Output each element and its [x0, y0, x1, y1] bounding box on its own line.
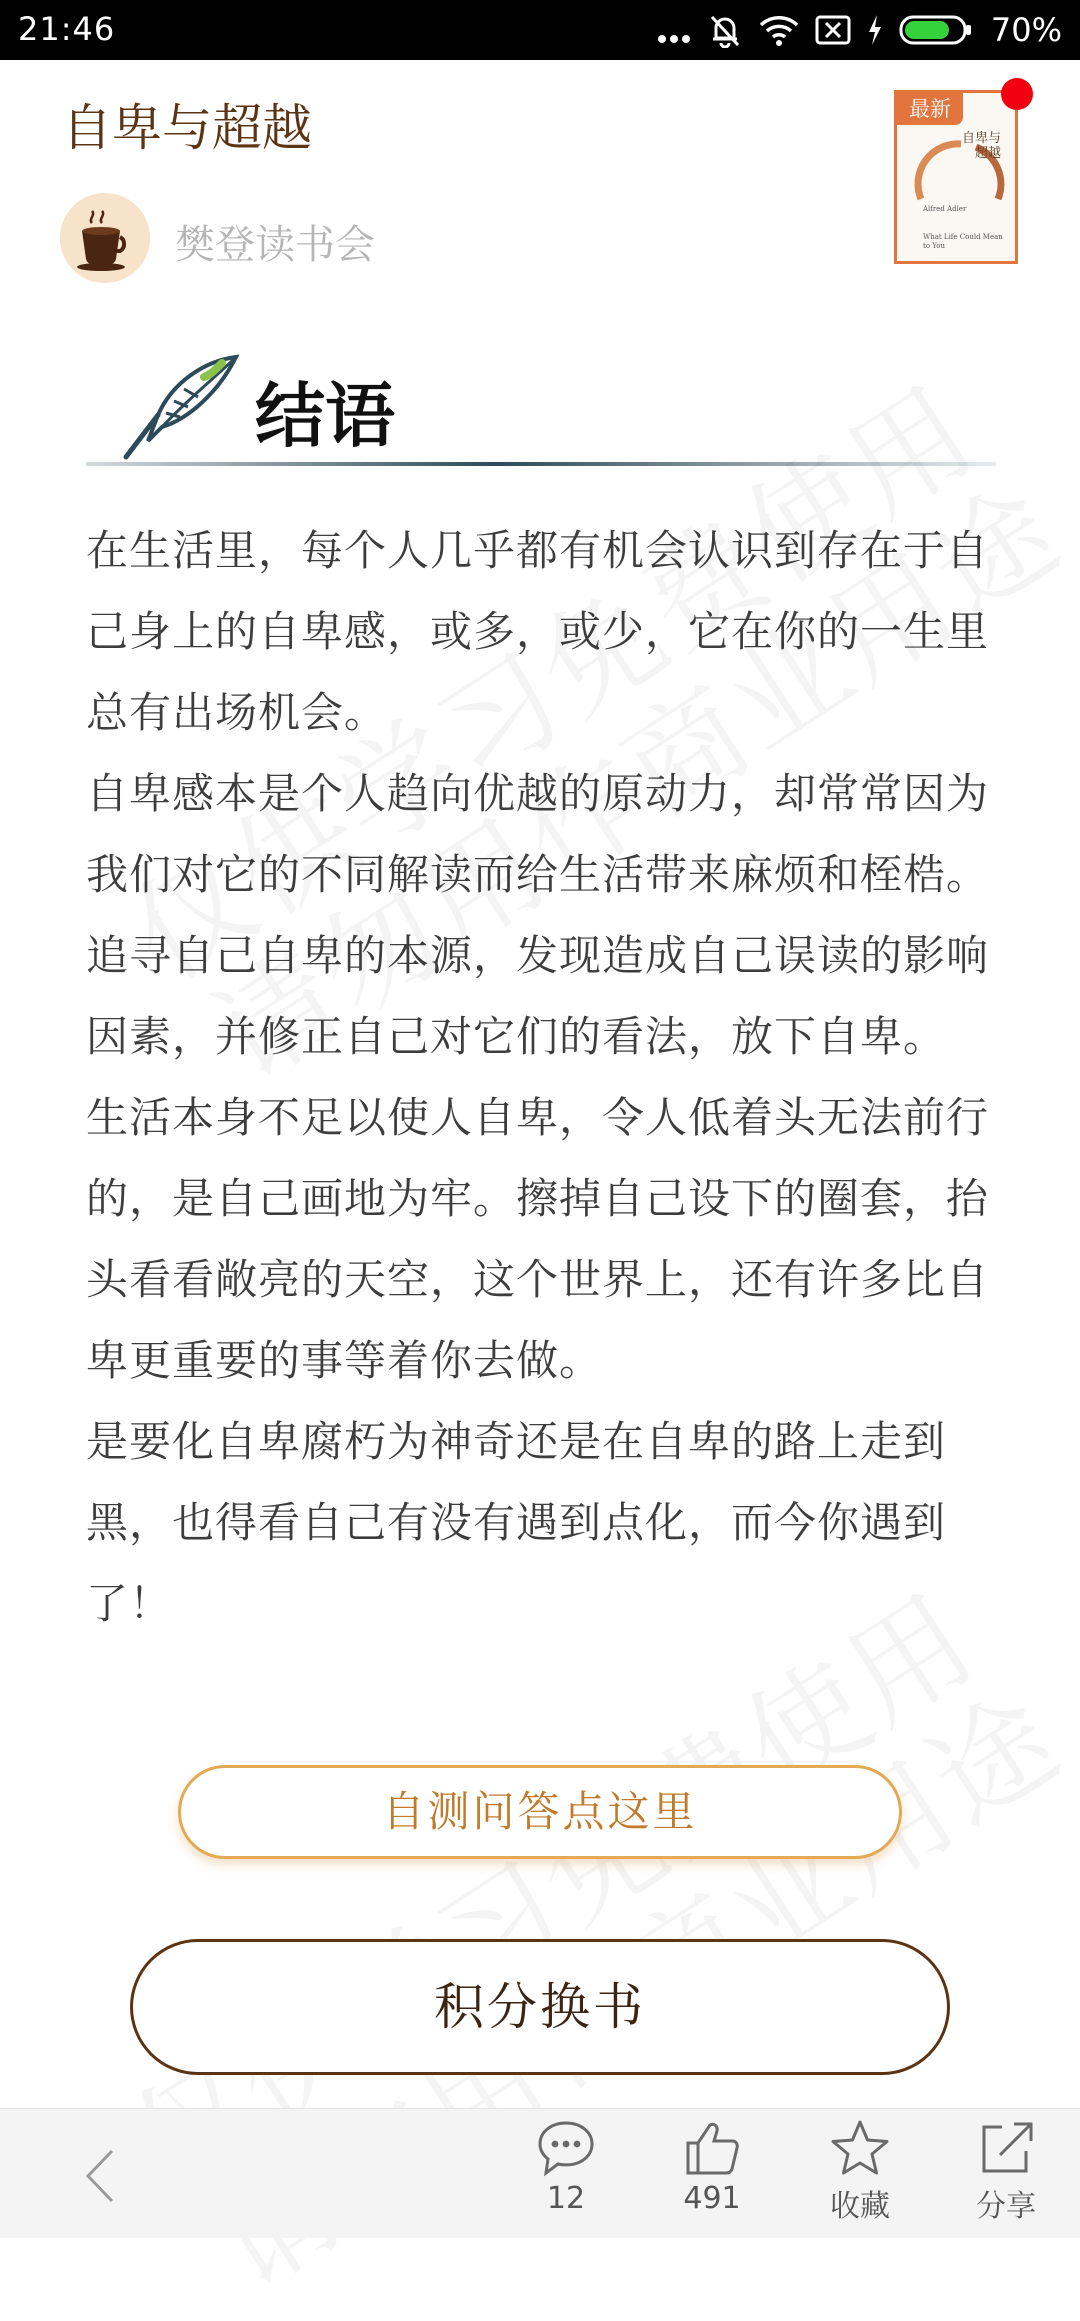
paragraph: 是要化自卑腐朽为神奇还是在自卑的路上走到黑，也得看自己有没有遇到点化，而今你遇到了！: [86, 1417, 947, 1628]
paragraph: 生活本身不足以使人自卑，令人低着头无法前行的，是自己画地为牢。擦掉自己设下的圈套，抬头看看敞亮的天空，这个世界上，还有许多比自卑更重要的事等着你去做。: [86, 1093, 990, 1385]
book-cover[interactable]: [894, 90, 1018, 264]
share-button[interactable]: [956, 2119, 1056, 2225]
points-exchange-button[interactable]: 积分换书: [130, 1939, 950, 2075]
battery-icon: [899, 13, 973, 47]
sim-off-icon: [815, 13, 851, 47]
cover-subtitle: What Life Could Mean to You: [923, 233, 1003, 250]
feather-quill-icon: [118, 353, 248, 463]
heading-divider: [86, 462, 996, 466]
paragraph: 自卑感本是个人趋向优越的原动力，却常常因为我们对它的不同解读而给生活带来麻烦和桎梏。追寻自己自卑的本源，发现造成自己误读的影响因素，并修正自己对它们的看法，放下自卑。: [86, 769, 990, 1061]
book-title: 自卑与超越: [62, 99, 312, 157]
favorite-button[interactable]: [810, 2119, 910, 2225]
comments-count: 12: [546, 2181, 586, 2216]
share-arrow-icon: [976, 2119, 1036, 2177]
comment-bubble-icon: [536, 2119, 596, 2177]
article-body: [86, 510, 998, 1644]
cover-author-line: Alfred Adler: [923, 205, 967, 213]
mute-bell-icon: [707, 12, 743, 48]
status-bar: [0, 0, 1080, 60]
section-heading: 结语: [255, 375, 395, 457]
author-name[interactable]: 樊登读书会: [175, 222, 375, 268]
more-dots-icon: [657, 13, 691, 47]
status-icons: [657, 8, 1062, 52]
like-button[interactable]: [662, 2119, 762, 2216]
notification-dot: [1001, 78, 1033, 110]
cover-title: 自卑与超越: [961, 131, 1001, 161]
back-chevron-icon[interactable]: [82, 2147, 116, 2205]
paragraph: 在生活里，每个人几乎都有机会认识到存在于自己身上的自卑感，或多，或少，它在你的一生里总有出场机会。: [86, 526, 990, 737]
thumbs-up-icon: [682, 2119, 742, 2177]
comments-button[interactable]: [516, 2119, 616, 2216]
author-avatar[interactable]: [60, 193, 150, 283]
quiz-button[interactable]: 自测问答点这里: [178, 1765, 902, 1859]
newest-badge: 最新: [897, 93, 963, 125]
favorite-label: 收藏: [830, 2189, 890, 2224]
charging-icon: [867, 13, 883, 47]
likes-count: 491: [683, 2181, 741, 2216]
status-time: 21:46: [18, 10, 116, 48]
share-label: 分享: [976, 2189, 1036, 2224]
bottom-action-bar: [0, 2108, 1080, 2238]
battery-percent: 70%: [990, 11, 1062, 49]
wifi-icon: [759, 13, 799, 47]
coffee-cup-icon: [60, 193, 150, 283]
star-icon: [829, 2119, 891, 2177]
